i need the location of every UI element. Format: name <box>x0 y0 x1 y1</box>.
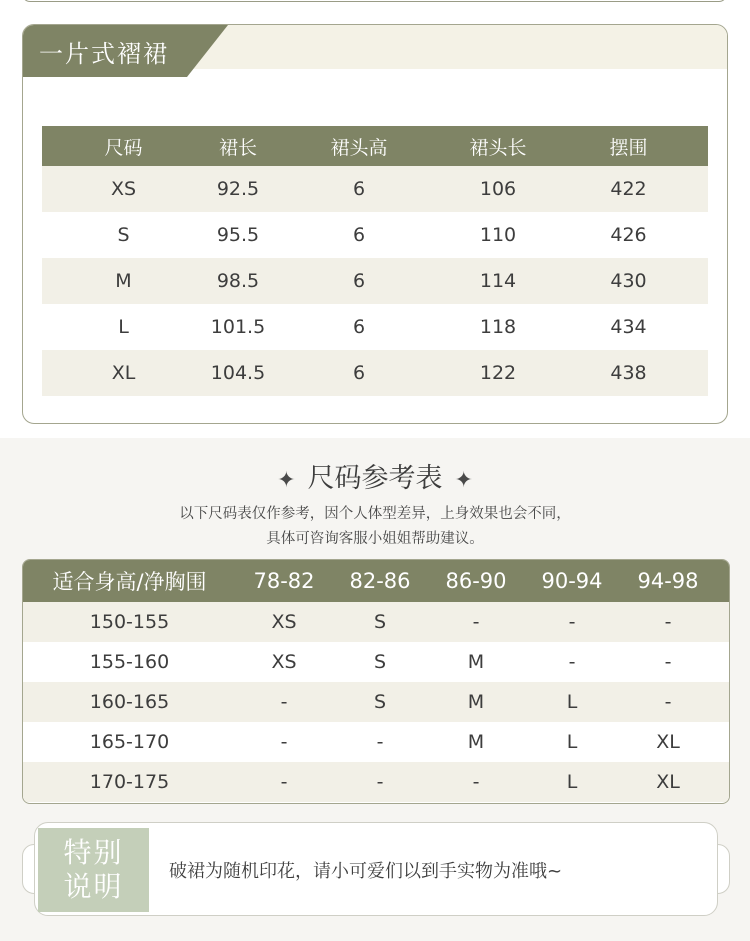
star-icon: ✦ <box>454 468 473 493</box>
cell: 434 <box>610 316 647 338</box>
cell: 6 <box>352 224 366 246</box>
table-row <box>42 350 708 396</box>
cell: 150-155 <box>89 611 170 633</box>
table-row <box>42 258 708 304</box>
cell: L <box>566 691 578 713</box>
header-waistband-length: 裙头长 <box>469 136 527 159</box>
cell: - <box>664 611 672 633</box>
cell: XL <box>111 362 136 384</box>
header-size: 尺码 <box>104 136 143 159</box>
cell: - <box>664 651 672 673</box>
cell: 114 <box>479 270 517 292</box>
skirt-size-card <box>22 24 728 424</box>
cell: - <box>568 651 576 673</box>
card-title: 一片式褶裙 <box>39 40 169 68</box>
cell: L <box>118 316 129 338</box>
cell: - <box>280 771 288 793</box>
cell: 6 <box>352 178 366 200</box>
cell: - <box>568 611 576 633</box>
cell: L <box>566 771 578 793</box>
header-bust-range: 86-90 <box>445 569 507 593</box>
cell: 438 <box>610 362 647 384</box>
reference-note-line1: 以下尺码表仅作参考，因个人体型差异，上身效果也会不同， <box>179 506 571 522</box>
cell: - <box>376 731 384 753</box>
special-note-panel <box>22 822 730 916</box>
table-row <box>42 212 708 258</box>
reference-note-line2: 具体可咨询客服小姐姐帮助建议。 <box>266 531 484 547</box>
cell: - <box>472 771 480 793</box>
header-waistband-height: 裙头高 <box>330 136 388 159</box>
header-bust-range: 82-86 <box>349 569 411 593</box>
table-row <box>23 762 729 802</box>
header-bust-range: 90-94 <box>541 569 603 593</box>
cell: - <box>280 691 288 713</box>
star-icon: ✦ <box>277 468 296 493</box>
cell: XL <box>656 771 680 793</box>
cell: - <box>664 691 672 713</box>
cell: L <box>566 731 578 753</box>
cell: XS <box>110 178 137 200</box>
cell: 160-165 <box>89 691 170 713</box>
cell: 92.5 <box>216 178 260 200</box>
cell: - <box>376 771 384 793</box>
cell: M <box>467 651 485 673</box>
cell: XS <box>271 611 297 633</box>
reference-title-text: 尺码参考表 <box>307 463 443 494</box>
cell: S <box>373 611 387 633</box>
header-hem: 摆围 <box>609 136 648 159</box>
header-height-bust: 适合身高/净胸围 <box>52 570 207 594</box>
table-row <box>23 722 729 762</box>
size-reference-table <box>22 559 730 804</box>
cell: XS <box>271 651 297 673</box>
cell: 110 <box>479 224 517 246</box>
special-note-label <box>38 828 149 912</box>
cell: 106 <box>479 178 517 200</box>
cell: 155-160 <box>89 651 170 673</box>
table-row <box>23 602 729 642</box>
special-label-line2: 说明 <box>63 870 124 903</box>
cell: 118 <box>479 316 517 338</box>
special-note-text: 破裙为随机印花，请小可爱们以到手实物为准哦~ <box>169 861 563 882</box>
cell: 95.5 <box>216 224 260 246</box>
cell: 98.5 <box>216 270 260 292</box>
cell: 6 <box>352 316 366 338</box>
cell: 6 <box>352 362 366 384</box>
cell: 422 <box>610 178 647 200</box>
reference-title <box>0 456 750 495</box>
cell: 104.5 <box>210 362 266 384</box>
cell: 122 <box>479 362 517 384</box>
header-length: 裙长 <box>218 136 257 159</box>
table-row <box>23 642 729 682</box>
table-header-row <box>23 560 729 602</box>
table-header-row <box>42 126 708 166</box>
cell: M <box>467 691 485 713</box>
cell: S <box>373 651 387 673</box>
table-row <box>42 304 708 350</box>
header-bust-range: 78-82 <box>253 569 315 593</box>
cell: 426 <box>610 224 647 246</box>
special-label-line1: 特别 <box>63 836 124 869</box>
cell: S <box>373 691 387 713</box>
cell: 165-170 <box>89 731 170 753</box>
cell: 430 <box>610 270 647 292</box>
header-bust-range: 94-98 <box>637 569 699 593</box>
skirt-size-table <box>42 126 708 396</box>
previous-card-edge <box>22 0 727 2</box>
cell: S <box>117 224 130 246</box>
cell: - <box>280 731 288 753</box>
cell: 101.5 <box>210 316 266 338</box>
table-row <box>23 682 729 722</box>
cell: XL <box>656 731 680 753</box>
cell: M <box>115 270 132 292</box>
cell: 170-175 <box>89 771 170 793</box>
cell: 6 <box>352 270 366 292</box>
cell: - <box>472 611 480 633</box>
table-row <box>42 166 708 212</box>
cell: M <box>467 731 485 753</box>
